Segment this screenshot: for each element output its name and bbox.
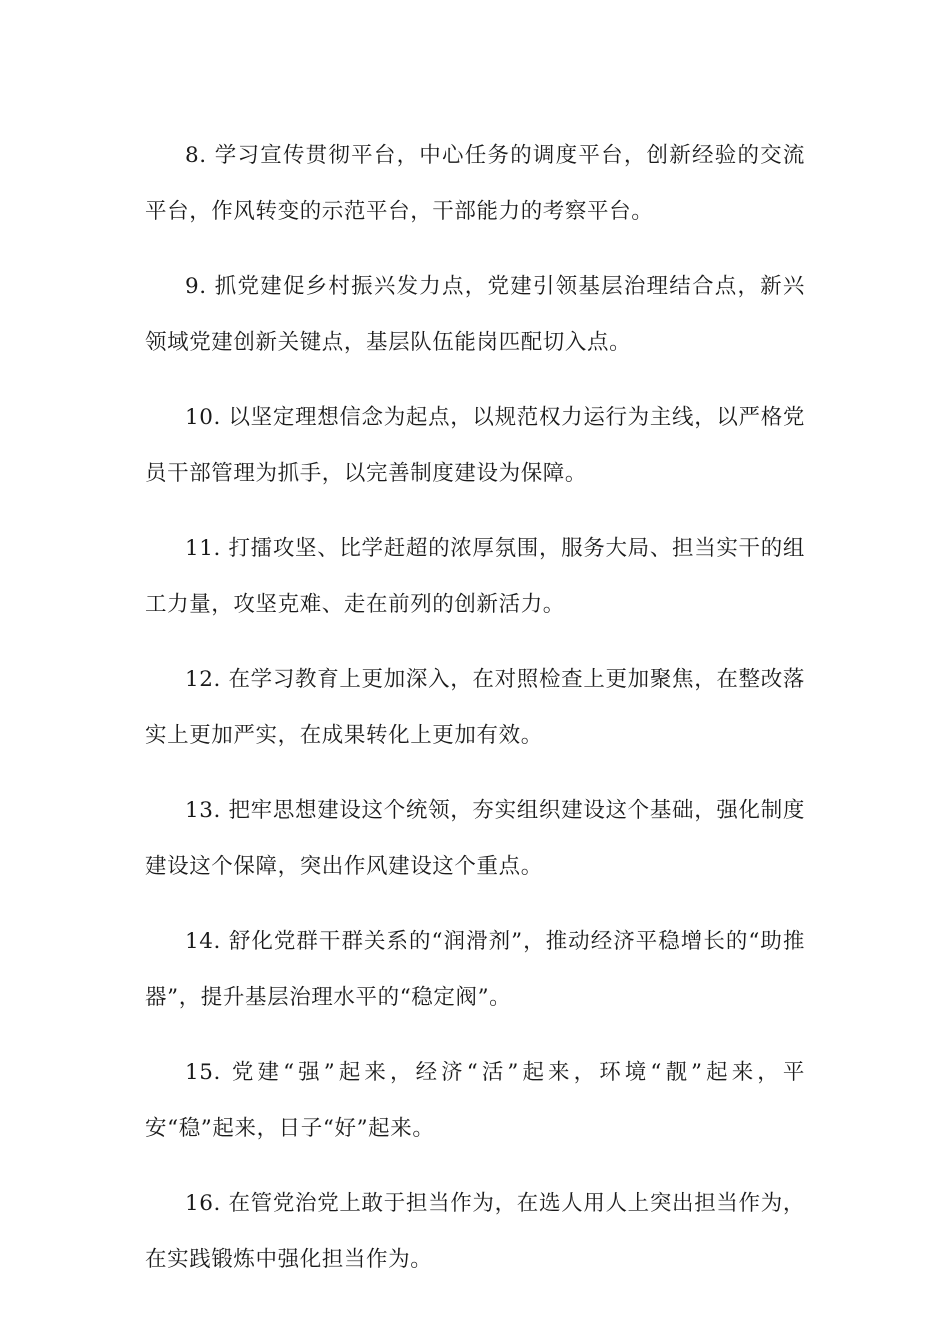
paragraph-item-16: 16. 在管党治党上敢于担当作为，在选人用人上突出担当作为，在实践锻炼中强化担当作为。 bbox=[145, 1191, 805, 1272]
paragraph-item-15: 15. 党建“强”起来，经济“活”起来，环境“靓”起来，平安“稳”起来，日子“好”起来。 bbox=[145, 1060, 805, 1141]
paragraph-item-13: 13. 把牢思想建设这个统领，夯实组织建设这个基础，强化制度建设这个保障，突出作风建设这个重点。 bbox=[145, 798, 805, 879]
paragraph-item-14: 14. 舒化党群干群关系的“润滑剂”，推动经济平稳增长的“助推器”，提升基层治理水平的“稳定阀”。 bbox=[145, 929, 805, 1010]
document-body bbox=[145, 128, 805, 1307]
paragraph-item-11: 11. 打擂攻坚、比学赶超的浓厚氛围，服务大局、担当实干的组工力量，攻坚克难、走在前列的创新活力。 bbox=[145, 536, 805, 617]
paragraph-item-10: 10. 以坚定理想信念为起点，以规范权力运行为主线，以严格党员干部管理为抓手，以完善制度建设为保障。 bbox=[145, 405, 805, 486]
paragraph-item-9: 9. 抓党建促乡村振兴发力点，党建引领基层治理结合点，新兴领域党建创新关键点，基层队伍能岗匹配切入点。 bbox=[145, 274, 805, 355]
paragraph-item-8: 8. 学习宣传贯彻平台，中心任务的调度平台，创新经验的交流平台，作风转变的示范平台，干部能力的考察平台。 bbox=[145, 143, 805, 224]
paragraph-item-12: 12. 在学习教育上更加深入，在对照检查上更加聚焦，在整改落实上更加严实，在成果转化上更加有效。 bbox=[145, 667, 805, 748]
